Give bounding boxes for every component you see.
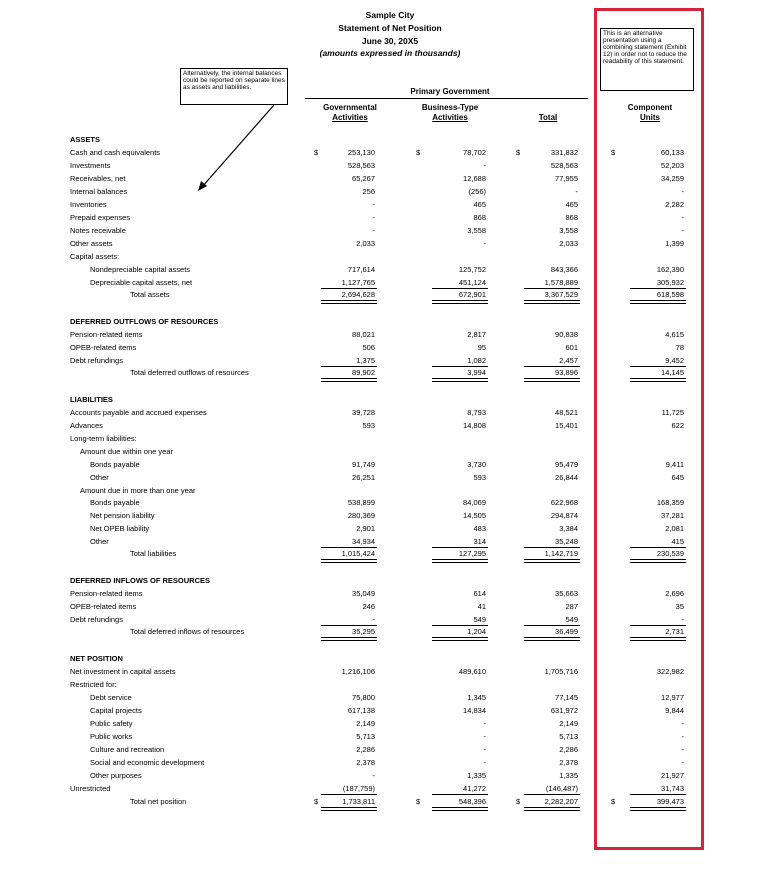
total-value: 35,663 xyxy=(555,589,578,598)
business-type-value: 3,730 xyxy=(467,460,486,469)
component-units-value: 2,696 xyxy=(665,589,684,598)
component-units-value: - xyxy=(681,745,684,754)
total-value: 1,578,889 xyxy=(544,278,578,287)
business-type-value: 483 xyxy=(473,524,486,533)
total-value: 1,705,716 xyxy=(544,667,578,676)
units-note: (amounts expressed in thousands) xyxy=(319,48,461,58)
component-units-note: This is an alternative presentation using a combining statement (Exhibit 12) in order not to reduce the readability of this statement. xyxy=(600,28,694,91)
total-value: 549 xyxy=(565,615,578,624)
governmental-value: 65,267 xyxy=(352,174,375,183)
business-type-value: 1,335 xyxy=(467,771,486,780)
subtotal-rule xyxy=(524,794,580,795)
business-type-value: 12,688 xyxy=(463,174,486,183)
business-type-value: 41,272 xyxy=(463,784,486,793)
row-label: Receivables, net xyxy=(70,174,126,183)
total-value: 26,844 xyxy=(555,473,578,482)
row-label: Depreciable capital assets, net xyxy=(90,278,193,287)
governmental-value: 528,563 xyxy=(347,161,375,170)
business-type-value: (256) xyxy=(468,187,486,196)
row-label: OPEB-related items xyxy=(70,343,137,352)
business-type-value: 465 xyxy=(473,200,486,209)
governmental-value: 2,901 xyxy=(356,524,375,533)
currency-symbol: $ xyxy=(516,797,521,806)
double-underline xyxy=(524,637,580,641)
component-units-header-line2: Units xyxy=(640,113,660,122)
business-type-value: - xyxy=(483,745,486,754)
governmental-value: - xyxy=(372,771,375,780)
row-label: Debt refundings xyxy=(70,356,123,365)
row-label: Pension-related items xyxy=(70,589,143,598)
component-units-value: 12,977 xyxy=(661,693,684,702)
business-type-value: 1,082 xyxy=(467,356,486,365)
total-value: 95,479 xyxy=(555,460,578,469)
governmental-value: 2,033 xyxy=(356,239,375,248)
business-type-header xyxy=(405,103,495,123)
row-label: Public safety xyxy=(90,719,133,728)
governmental-value: 256 xyxy=(362,187,375,196)
component-units-value: 60,133 xyxy=(661,148,684,157)
governmental-value: 35,295 xyxy=(352,627,375,636)
component-units-value: 9,452 xyxy=(665,356,684,365)
business-type-value: - xyxy=(483,719,486,728)
row-label: Debt service xyxy=(90,693,132,702)
business-type-value: 84,069 xyxy=(463,498,486,507)
component-units-value: - xyxy=(681,213,684,222)
total-value: 48,521 xyxy=(555,408,578,417)
total-value: 35,248 xyxy=(555,537,578,546)
double-underline xyxy=(432,637,488,641)
row-label: Bonds payable xyxy=(90,460,140,469)
currency-symbol: $ xyxy=(611,797,616,806)
component-units-value: 415 xyxy=(671,537,684,546)
total-value: 2,378 xyxy=(559,758,578,767)
business-type-value: 127,295 xyxy=(458,549,486,558)
total-value: (146,487) xyxy=(545,784,578,793)
component-units-value: 162,390 xyxy=(656,265,684,274)
business-type-value: 41 xyxy=(477,602,486,611)
row-label: DEFERRED OUTFLOWS OF RESOURCES xyxy=(70,317,219,326)
total-value: 601 xyxy=(565,343,578,352)
governmental-value: 1,127,765 xyxy=(341,278,375,287)
governmental-value: 2,286 xyxy=(356,745,375,754)
governmental-value: - xyxy=(372,213,375,222)
component-units-value: 230,539 xyxy=(656,549,684,558)
double-underline xyxy=(432,807,488,811)
component-units-value: 2,731 xyxy=(665,627,684,636)
governmental-value: (187,759) xyxy=(342,784,375,793)
governmental-value: 26,251 xyxy=(352,473,375,482)
component-units-value: 2,081 xyxy=(665,524,684,533)
component-units-value: - xyxy=(681,719,684,728)
currency-symbol: $ xyxy=(314,148,319,157)
double-underline xyxy=(524,559,580,563)
governmental-value: 5,713 xyxy=(356,732,375,741)
row-label: Net investment in capital assets xyxy=(70,667,176,676)
business-type-value: - xyxy=(483,758,486,767)
component-units-value: 305,932 xyxy=(656,278,684,287)
component-units-value: 4,615 xyxy=(665,330,684,339)
total-value: 843,366 xyxy=(550,265,578,274)
total-value: 331,832 xyxy=(550,148,578,157)
row-label: Amount due in more than one year xyxy=(80,486,196,495)
row-label: ASSETS xyxy=(70,135,101,144)
governmental-value: 75,800 xyxy=(352,693,375,702)
governmental-value: - xyxy=(372,615,375,624)
total-header: Total xyxy=(538,113,558,122)
total-value: 93,896 xyxy=(555,368,578,377)
governmental-value: 280,369 xyxy=(347,511,375,520)
total-value: 36,499 xyxy=(555,627,578,636)
row-label: Advances xyxy=(70,421,103,430)
business-type-value: 125,752 xyxy=(458,265,486,274)
business-type-value: 14,808 xyxy=(463,421,486,430)
row-label: Total assets xyxy=(130,290,170,299)
double-underline xyxy=(432,559,488,563)
currency-symbol: $ xyxy=(416,148,421,157)
business-type-value: 1,345 xyxy=(467,693,486,702)
component-units-value: 9,844 xyxy=(665,706,684,715)
component-units-value: - xyxy=(681,758,684,767)
governmental-value: 2,149 xyxy=(356,719,375,728)
component-units-value: 9,411 xyxy=(665,460,684,469)
row-label: Other assets xyxy=(70,239,113,248)
row-label: Net OPEB liability xyxy=(90,524,150,533)
primary-government-header: Primary Government xyxy=(410,87,490,96)
business-type-value: - xyxy=(483,239,486,248)
component-units-value: 21,927 xyxy=(661,771,684,780)
total-value: 2,149 xyxy=(559,719,578,728)
component-units-highlight xyxy=(594,8,704,850)
component-units-value: - xyxy=(681,615,684,624)
business-type-value: 3,558 xyxy=(467,226,486,235)
primary-government-rule xyxy=(305,98,588,99)
double-underline xyxy=(321,300,377,304)
component-units-value: 645 xyxy=(671,473,684,482)
total-value: - xyxy=(575,187,578,196)
subtotal-rule xyxy=(432,794,488,795)
row-label: Social and economic development xyxy=(90,758,205,767)
component-units-value: 322,982 xyxy=(656,667,684,676)
row-label: Debt refundings xyxy=(70,615,123,624)
row-label: Internal balances xyxy=(70,187,128,196)
governmental-value: 1,216,106 xyxy=(341,667,375,676)
governmental-value: 617,138 xyxy=(347,706,375,715)
total-value: 294,874 xyxy=(550,511,578,520)
business-type-value: 489,610 xyxy=(458,667,486,676)
row-label: Total deferred inflows of resources xyxy=(130,627,245,636)
business-type-value: 549 xyxy=(473,615,486,624)
component-units-value: - xyxy=(681,187,684,196)
row-label: Total deferred outflows of resources xyxy=(130,368,249,377)
component-units-value: - xyxy=(681,732,684,741)
total-value: 15,401 xyxy=(555,421,578,430)
governmental-value: 89,902 xyxy=(352,368,375,377)
row-label: Total net position xyxy=(130,797,187,806)
subtotal-rule xyxy=(321,794,377,795)
component-units-header-line1: Component xyxy=(627,103,673,112)
currency-symbol: $ xyxy=(611,148,616,157)
total-value: 90,838 xyxy=(555,330,578,339)
total-value: 465 xyxy=(565,200,578,209)
total-value: 5,713 xyxy=(559,732,578,741)
statement-title: Statement of Net Position xyxy=(338,23,442,33)
row-label: Long-term liabilities: xyxy=(70,434,137,443)
row-label: NET POSITION xyxy=(70,654,123,663)
entity-name: Sample City xyxy=(365,10,415,20)
business-type-value: 2,817 xyxy=(467,330,486,339)
business-type-value: 868 xyxy=(473,213,486,222)
double-underline xyxy=(432,300,488,304)
component-units-value: 31,743 xyxy=(661,784,684,793)
governmental-value: 39,728 xyxy=(352,408,375,417)
component-units-value: 168,359 xyxy=(656,498,684,507)
double-underline xyxy=(321,378,377,382)
governmental-value: 246 xyxy=(362,602,375,611)
currency-symbol: $ xyxy=(516,148,521,157)
total-value: 631,972 xyxy=(550,706,578,715)
row-label: Pension-related items xyxy=(70,330,143,339)
component-units-value: 11,725 xyxy=(661,408,684,417)
row-label: Net pension liability xyxy=(90,511,155,520)
row-label: Other purposes xyxy=(90,771,142,780)
double-underline xyxy=(432,378,488,382)
business-type-value: - xyxy=(483,161,486,170)
governmental-value: 538,899 xyxy=(347,498,375,507)
governmental-value: 34,934 xyxy=(352,537,375,546)
row-label: Restricted for: xyxy=(70,680,117,689)
governmental-header xyxy=(305,103,395,123)
business-type-value: 1,204 xyxy=(467,627,486,636)
governmental-value: 253,130 xyxy=(347,148,375,157)
component-units-value: 78 xyxy=(675,343,684,352)
business-type-value: 314 xyxy=(473,537,486,546)
governmental-value: 717,614 xyxy=(347,265,375,274)
total-value: 868 xyxy=(565,213,578,222)
currency-symbol: $ xyxy=(416,797,421,806)
business-type-header-line1: Business-Type xyxy=(421,103,479,112)
total-value: 2,457 xyxy=(559,356,578,365)
business-type-value: 95 xyxy=(477,343,486,352)
governmental-value: 2,694,628 xyxy=(341,290,375,299)
row-label: Other xyxy=(90,473,109,482)
total-value: 2,286 xyxy=(559,745,578,754)
row-label: Total liabilities xyxy=(130,549,177,558)
row-label: Nondepreciable capital assets xyxy=(90,265,191,274)
component-units-value: 2,282 xyxy=(665,200,684,209)
total-value: 2,282,207 xyxy=(544,797,578,806)
row-label: Bonds payable xyxy=(90,498,140,507)
total-value: 77,145 xyxy=(555,693,578,702)
business-type-value: 14,834 xyxy=(463,706,486,715)
governmental-header-line1: Governmental xyxy=(323,103,377,112)
governmental-value: - xyxy=(372,226,375,235)
row-label: Public works xyxy=(90,732,133,741)
total-value: 77,955 xyxy=(555,174,578,183)
component-units-value: 37,281 xyxy=(661,511,684,520)
total-value: 2,033 xyxy=(559,239,578,248)
governmental-value: 1,375 xyxy=(356,356,375,365)
row-label: Inventories xyxy=(70,200,107,209)
business-type-value: 672,901 xyxy=(458,290,486,299)
governmental-value: 91,749 xyxy=(352,460,375,469)
component-units-value: 34,259 xyxy=(661,174,684,183)
row-label: Investments xyxy=(70,161,111,170)
governmental-value: 2,378 xyxy=(356,758,375,767)
component-units-value: 618,598 xyxy=(656,290,684,299)
row-label: OPEB-related items xyxy=(70,602,137,611)
row-label: LIABILITIES xyxy=(70,395,113,404)
row-label: Other xyxy=(90,537,109,546)
statement-date: June 30, 20X5 xyxy=(361,36,419,46)
business-type-header-line2: Activities xyxy=(432,113,468,122)
double-underline xyxy=(321,807,377,811)
total-value: 287 xyxy=(565,602,578,611)
row-label: Notes receivable xyxy=(70,226,126,235)
currency-symbol: $ xyxy=(314,797,319,806)
business-type-value: 3,994 xyxy=(467,368,486,377)
total-value: 3,367,529 xyxy=(544,290,578,299)
internal-balances-note: Alternatively, the internal balances could be reported on separate lines as assets and liabilities. xyxy=(180,68,288,105)
governmental-value: - xyxy=(372,200,375,209)
total-value: 3,558 xyxy=(559,226,578,235)
row-label: Culture and recreation xyxy=(90,745,165,754)
business-type-value: 8,793 xyxy=(467,408,486,417)
total-value: 3,384 xyxy=(559,524,578,533)
governmental-header-line2: Activities xyxy=(332,113,368,122)
business-type-value: 14,505 xyxy=(463,511,486,520)
row-label: Unrestricted xyxy=(70,784,111,793)
governmental-value: 35,049 xyxy=(352,589,375,598)
component-units-value: 1,399 xyxy=(665,239,684,248)
business-type-value: - xyxy=(483,732,486,741)
business-type-value: 78,702 xyxy=(463,148,486,157)
double-underline xyxy=(524,807,580,811)
double-underline xyxy=(321,637,377,641)
total-value: 622,968 xyxy=(550,498,578,507)
component-units-value: 622 xyxy=(671,421,684,430)
row-label: DEFERRED INFLOWS OF RESOURCES xyxy=(70,576,211,585)
business-type-value: 548,396 xyxy=(458,797,486,806)
total-value: 528,563 xyxy=(550,161,578,170)
component-units-value: - xyxy=(681,226,684,235)
component-units-value: 52,203 xyxy=(661,161,684,170)
governmental-value: 506 xyxy=(362,343,375,352)
total-value: 1,142,719 xyxy=(544,549,578,558)
row-label: Capital assets: xyxy=(70,252,120,261)
business-type-value: 614 xyxy=(473,589,486,598)
row-label: Capital projects xyxy=(90,706,142,715)
row-label: Accounts payable and accrued expenses xyxy=(70,408,207,417)
double-underline xyxy=(524,300,580,304)
governmental-value: 593 xyxy=(362,421,375,430)
row-label: Amount due within one year xyxy=(80,447,173,456)
double-underline xyxy=(321,559,377,563)
component-units-value: 35 xyxy=(675,602,684,611)
double-underline xyxy=(524,378,580,382)
business-type-value: 593 xyxy=(473,473,486,482)
business-type-value: 451,124 xyxy=(458,278,486,287)
row-label: Cash and cash equivalents xyxy=(70,148,161,157)
governmental-value: 1,015,424 xyxy=(341,549,375,558)
total-value: 1,335 xyxy=(559,771,578,780)
component-units-value: 14,145 xyxy=(661,368,684,377)
governmental-value: 1,733,811 xyxy=(342,797,375,806)
component-units-value: 399,473 xyxy=(656,797,684,806)
governmental-value: 88,021 xyxy=(352,330,375,339)
row-label: Prepaid expenses xyxy=(70,213,131,222)
